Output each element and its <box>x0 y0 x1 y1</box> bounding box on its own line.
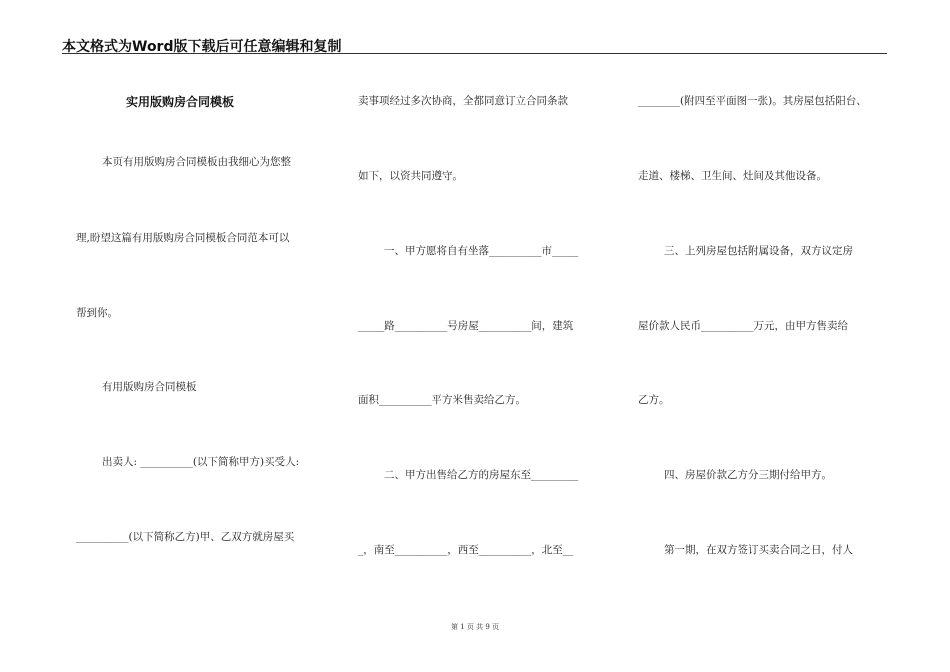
paragraph-line: 走道、楼梯、卫生间、灶间及其他设备。 <box>638 170 827 182</box>
paragraph-line: _____路__________号房屋__________间，建筑 <box>358 320 574 332</box>
paragraph-line: 帮到你。 <box>76 307 118 319</box>
paragraph-line: 出卖人: __________(以下简称甲方)买受人: <box>102 456 300 468</box>
paragraph-line: 第一期，在双方签订买卖合同之日，付人 <box>664 544 853 556</box>
paragraph-line: 三、上列房屋包括附属设备，双方议定房 <box>664 245 853 257</box>
paragraph-line: 如下，以资共同遵守。 <box>358 170 463 182</box>
paragraph-line: 乙方。 <box>638 394 670 406</box>
header-title: 本文格式为Word版下载后可任意编辑和复制 <box>62 39 342 55</box>
paragraph-line: 有用版购房合同模板 <box>102 381 197 393</box>
document-title: 实用版购房合同模板 <box>126 95 235 109</box>
header-divider <box>62 53 887 54</box>
paragraph-line: 本页有用版购房合同模板由我细心为您整 <box>102 156 291 168</box>
paragraph-line: _，南至__________，西至__________，北至__ <box>358 544 574 556</box>
paragraph-line: 屋价款人民币__________万元，由甲方售卖给 <box>638 320 848 332</box>
paragraph-line: 理,盼望这篇有用版购房合同模板合同范本可以 <box>76 232 290 244</box>
paragraph-line: 卖事项经过多次协商，全都同意订立合同条款 <box>358 95 568 107</box>
page-number: 第 1 页 共 9 页 <box>450 623 500 631</box>
paragraph-line: 二、甲方出售给乙方的房屋东至_________ <box>384 469 579 481</box>
paragraph-line: 四、房屋价款乙方分三期付给甲方。 <box>664 469 832 481</box>
paragraph-line: 面积__________平方米售卖给乙方。 <box>358 394 526 406</box>
paragraph-line: ________(附四至平面图一张)。其房屋包括阳台、 <box>638 95 867 107</box>
paragraph-line: __________(以下简称乙方)甲、乙双方就房屋买 <box>76 531 295 543</box>
paragraph-line: 一、甲方愿将自有坐落__________市_____ <box>384 245 579 257</box>
